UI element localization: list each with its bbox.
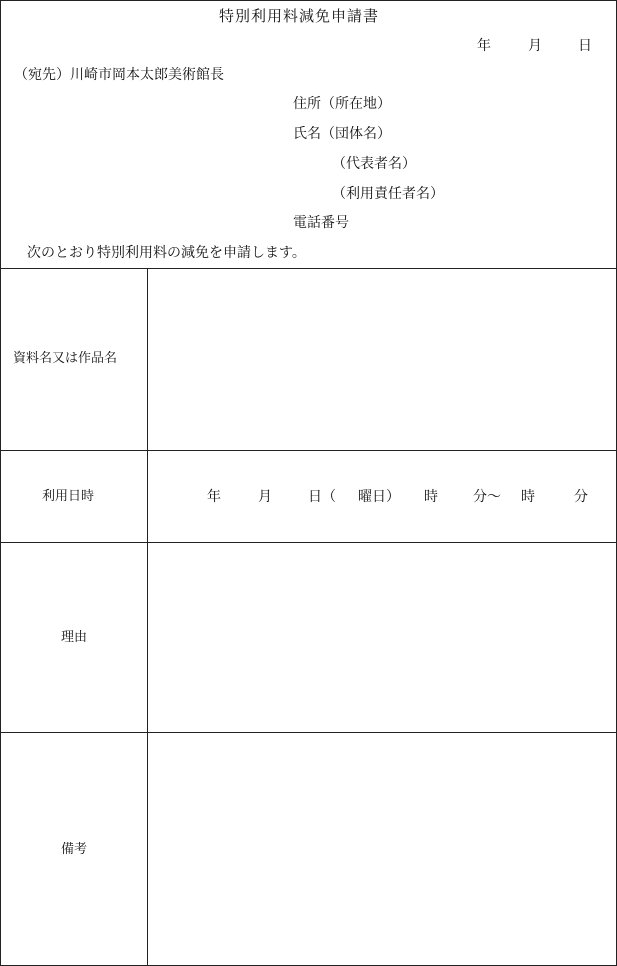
date-month-label: 月: [528, 38, 542, 54]
start-minute-label: 分～: [473, 489, 501, 505]
row-label-reason: 理由: [61, 630, 88, 645]
phone-label: 電話番号: [293, 215, 349, 231]
usage-year-label: 年: [207, 489, 221, 505]
form-title: 特別利用料減免申請書: [219, 7, 380, 25]
end-hour-label: 時: [521, 489, 535, 505]
reason-field[interactable]: [148, 543, 616, 732]
application-statement: 次のとおり特別利用料の減免を申請します。: [27, 245, 306, 261]
date-day-label: 日: [578, 38, 592, 54]
row-label-usage-datetime: 利用日時: [42, 489, 95, 504]
addressee: （宛先）川崎市岡本太郎美術館長: [14, 67, 224, 83]
start-hour-label: 時: [424, 489, 438, 505]
usage-datetime-field[interactable]: [148, 451, 616, 542]
usage-day-label: 日（: [308, 489, 336, 505]
end-minute-label: 分: [574, 489, 588, 505]
address-label: 住所（所在地）: [293, 96, 391, 112]
usage-month-label: 月: [258, 489, 272, 505]
row-label-remarks: 備考: [61, 842, 88, 857]
row-label-material-name: 資料名又は作品名: [13, 351, 118, 366]
usage-weekday-label: 曜日）: [358, 489, 400, 505]
remarks-field[interactable]: [148, 733, 616, 965]
date-year-label: 年: [477, 38, 491, 54]
representative-label: （代表者名）: [332, 156, 416, 172]
name-label: 氏名（団体名）: [293, 126, 391, 142]
material-name-field[interactable]: [148, 269, 616, 450]
responsible-person-label: （利用責任者名）: [332, 186, 444, 202]
